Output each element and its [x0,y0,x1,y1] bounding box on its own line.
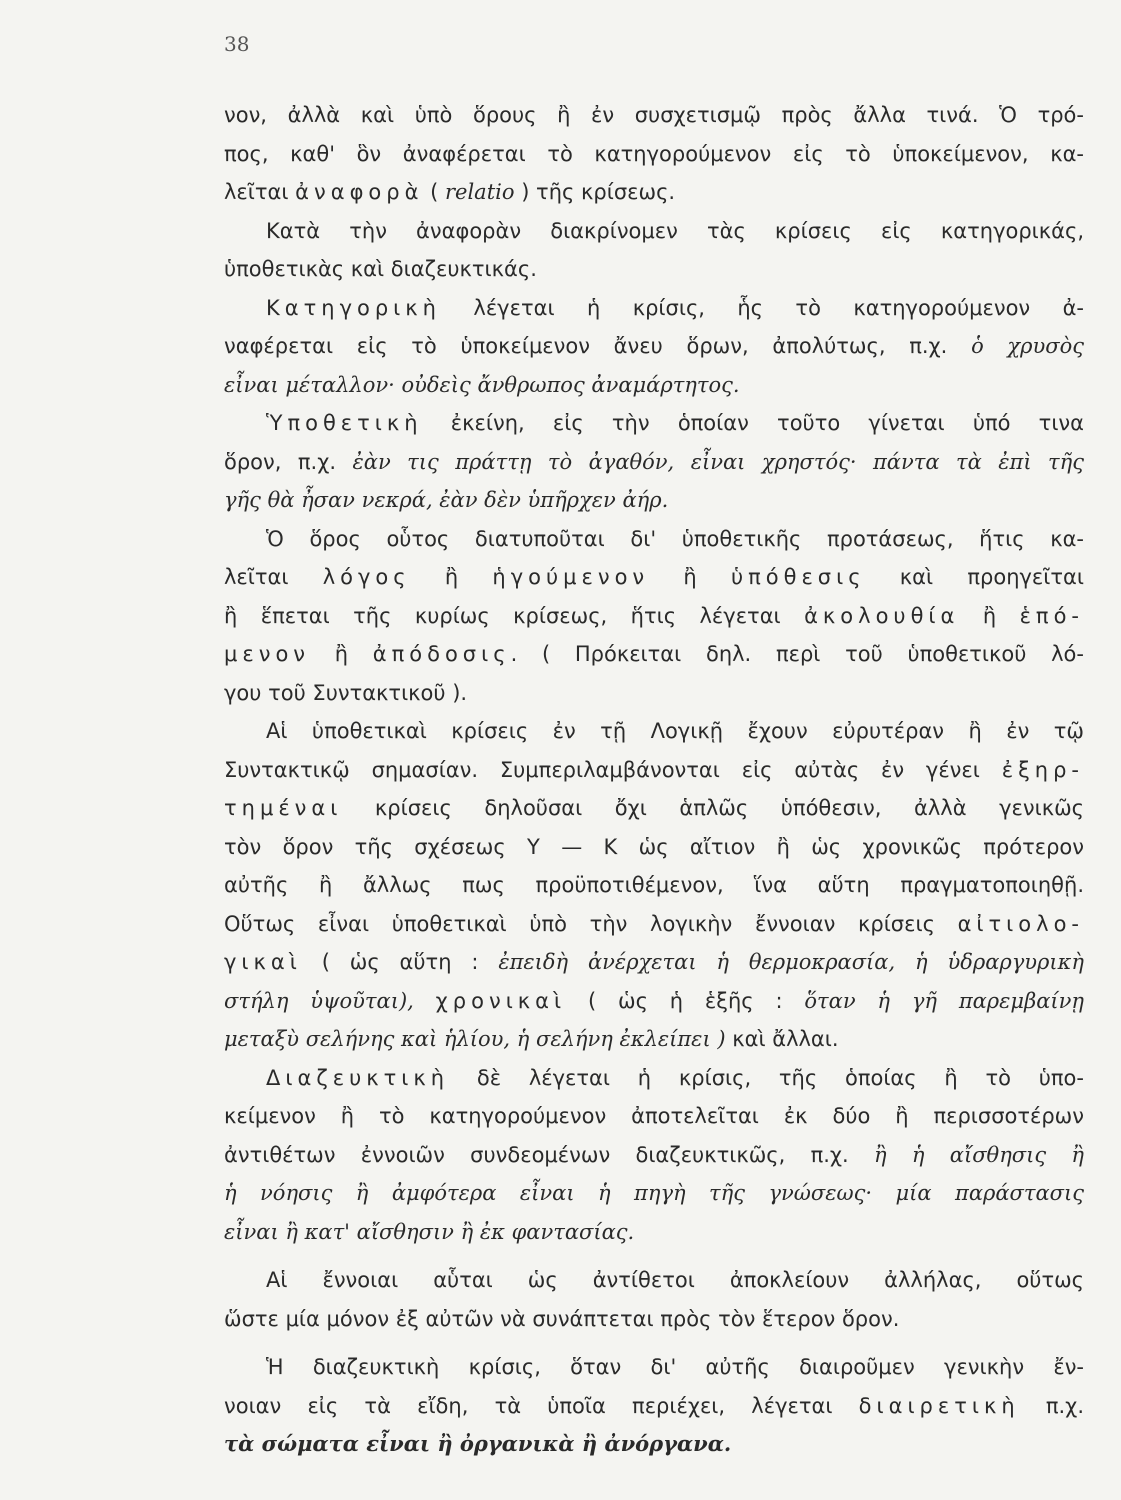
text-segment: ( [423,180,445,204]
text-segment: ὥστε μία μόνον ἐξ αὐτῶν νὰ συνάπτεται πρὸς τὸν ἕτερον ὅρον. [224,1306,900,1331]
text-line [224,789,1084,828]
text-segment: ἢ [310,642,373,666]
text-segment: π.χ. [1019,1393,1084,1418]
text-line [224,943,1084,982]
text-segment: αὐτῆς ἢ ἄλλως πως προϋποτιθέμενον, ἵνα αὕτη πραγματοποιηθῇ. [224,873,1084,897]
text-segment: Ἡ διαζευκτικὴ κρίσις, ὅταν δι' αὐτῆς διαιροῦμεν γενικὴν ἔν- [224,1355,1084,1379]
spaced-term: τημέναι [224,796,343,820]
text-line [224,866,1084,905]
spaced-term: ἀναφορὰ [295,180,424,204]
text-segment: . ( Πρόκειται δηλ. περὶ τοῦ ὑποθετικοῦ λό- [510,642,1084,666]
spaced-term: Κατηγορικὴ [266,295,441,320]
body-text [224,96,1084,1464]
text-line [224,1261,1084,1300]
text-segment: κείμενον ἢ τὸ κατηγορούμενον ἀποτελεῖται ἐκ δύο ἢ περισσοτέρων [224,1104,1084,1128]
spaced-term: γικαὶ [224,950,302,974]
text-line [224,212,1084,251]
text-segment [224,296,266,320]
text-line [224,1059,1084,1098]
spaced-term: αἰτιολο- [957,911,1084,936]
text-segment: Οὕτως εἶναι ὑποθετικαὶ ὑπὸ τὴν λογικὴν ἔννοιαν κρίσεις [224,911,958,936]
italic-example: εἶναι ἢ κατ' αἴσθησιν ἢ ἐκ φαντασίας. [224,1219,635,1244]
spaced-term: Διαζευκτικὴ [266,1065,450,1090]
text-line [224,1348,1084,1387]
text-segment: Αἱ ὑποθετικαὶ κρίσεις ἐν τῇ Λογικῇ ἔχουν εὐρυτέραν ἢ ἐν τῷ [224,719,1084,743]
text-line [224,558,1084,597]
text-segment [224,1066,266,1090]
text-line [224,751,1084,790]
text-segment: τὸν ὅρον τῆς σχέσεως Υ — Κ ὡς αἴτιον ἢ ὡς χρονικῶς πρότερον [224,834,1084,859]
text-line [224,1425,1084,1464]
text-segment: ὑποθετικὰς καὶ διαζευκτικάς. [224,257,537,281]
text-line [224,404,1084,443]
text-line [224,289,1084,328]
text-segment: ) τῆς κρίσεως. [514,180,676,204]
spaced-term: ἀπόδοσις [372,642,511,666]
italic-example: τὰ σώματα εἶναι ἢ ὀργανικὰ ἢ ἀνόργανα. [224,1431,732,1456]
text-line [224,905,1084,944]
text-line [224,1387,1084,1426]
text-line [224,828,1084,867]
text-line [224,1300,1084,1339]
text-line [224,250,1084,289]
italic-example: ἡ νόησις ἢ ἀμφότερα εἶναι ἡ πηγὴ τῆς γνώσεως· μία παράστασις [224,1181,1084,1205]
text-segment: γου τοῦ Συντακτικοῦ ). [224,680,468,705]
italic-example: ἢ ἡ αἴσθησις ἢ [874,1142,1084,1167]
text-line [224,1097,1084,1136]
text-segment: ἐκείνη, εἰς τὴν ὁποίαν τοῦτο γίνεται ὑπό τινα [422,411,1084,435]
text-segment: καὶ προηγεῖται [865,565,1084,589]
italic-example: ὅταν ἡ γῆ παρεμβαίνῃ [804,988,1084,1013]
text-segment: Κατὰ τὴν ἀναφορὰν διακρίνομεν τὰς κρίσεις εἰς κατηγορικάς, [224,218,1084,243]
text-segment: ἀντιθέτων ἐννοιῶν συνδεομένων διαζευκτικῶς, π.χ. [224,1142,875,1167]
spaced-term: ἐξηρ- [1001,757,1084,782]
italic-example: ὁ χρυσὸς [971,334,1084,358]
text-line [224,443,1084,482]
text-line [224,712,1084,751]
text-segment: δὲ λέγεται ἡ κρίσις, τῆς ὁποίας ἢ τὸ ὑπο- [449,1065,1084,1090]
text-segment: ἢ [410,565,493,589]
text-line [224,366,1084,405]
spaced-term: ἡγούμενον [492,565,650,589]
text-line [224,96,1084,135]
text-segment: Συντακτικῷ σημασίαν. Συμπεριλαμβάνονται εἰς αὐτὰς ἐν γένει [224,757,1002,782]
spaced-term: ἀκολουθία [804,603,960,628]
spaced-term: λόγος [322,565,411,589]
text-segment: ἢ ἕπεται τῆς κυρίως κρίσεως, ἥτις λέγεται [224,603,805,628]
text-segment: νον, ἀλλὰ καὶ ὑπὸ ὅρους ἢ ἐν συσχετισμῷ πρὸς ἄλλα τινά. Ὁ τρό- [224,103,1084,127]
text-segment: ὅρον, π.χ. [224,449,353,474]
italic-example: ἐὰν τις πράττῃ τὸ ἀγαθόν, εἶναι χρηστός· πάντα τὰ ἐπὶ τῆς [352,449,1084,474]
text-line [224,327,1084,366]
text-line [224,1174,1084,1213]
text-segment: ( ὡς ἡ ἑξῆς : [566,988,805,1013]
text-line [224,597,1084,636]
italic-example: ἐπειδὴ ἀνέρχεται ἡ θερμοκρασία, ἡ ὑδραργυρικὴ [498,950,1084,974]
text-segment: ἢ [959,603,1020,628]
text-segment: Ὁ ὅρος οὗτος διατυποῦται δι' ὑποθετικῆς προτάσεως, ἥτις κα- [224,526,1084,551]
text-segment: λεῖται [224,180,296,204]
text-line [224,674,1084,713]
text-segment: λέγεται ἡ κρίσις, ἧς τὸ κατηγορούμενον ἀ- [440,295,1084,320]
paragraph-gap [224,1251,1084,1261]
text-segment [224,411,266,435]
text-line [224,1136,1084,1175]
text-segment: κρίσεις δηλοῦσαι ὄχι ἁπλῶς ὑπόθεσιν, ἀλλὰ γενικῶς [342,796,1084,820]
italic-example: γῆς θὰ ἦσαν νεκρά, ἐὰν δὲν ὑπῆρχεν ἀήρ. [224,488,669,512]
text-line [224,135,1084,174]
italic-example: relatio [445,180,515,204]
text-line [224,982,1084,1021]
text-line [224,1213,1084,1252]
spaced-term: Ὑποθετικὴ [266,411,423,435]
text-line [224,1020,1084,1059]
text-segment: νοιαν εἰς τὰ εἴδη, τὰ ὑποῖα περιέχει, λέγεται [224,1393,859,1418]
spaced-term: ἑπό- [1019,603,1084,628]
paragraph-gap [224,1338,1084,1348]
spaced-term: ὑπόθεσις [730,565,866,589]
text-segment: καὶ ἄλλαι. [725,1027,839,1051]
text-line [224,173,1084,212]
text-segment: λεῖται [224,565,323,589]
italic-example: μεταξὺ σελήνης καὶ ἡλίου, ἡ σελήνη ἐκλείπει ) [224,1027,726,1051]
spaced-term: μενον [224,642,311,666]
text-segment: Αἱ ἔννοιαι αὗται ὡς ἀντίθετοι ἀποκλείουν ἀλλήλας, οὕτως [224,1268,1084,1292]
text-line [224,520,1084,559]
text-segment: πος, καθ' ὃν ἀναφέρεται τὸ κατηγορούμενον εἰς τὸ ὑποκείμενον, κα- [224,141,1084,166]
text-segment: ναφέρεται εἰς τὸ ὑποκείμενον ἄνευ ὅρων, ἀπολύτως, π.χ. [224,334,972,358]
italic-example: εἶναι μέταλλον· οὐδεὶς ἄνθρωπος ἀναμάρτητος. [224,372,740,397]
italic-example: στήλη ὑψοῦται), [224,988,436,1013]
text-segment: ( ὡς αὕτη : [301,950,499,974]
text-segment: ἢ [649,565,731,589]
text-line [224,635,1084,674]
spaced-term: χρονικαὶ [435,988,567,1013]
text-line [224,481,1084,520]
spaced-term: διαιρετικὴ [858,1393,1020,1418]
page-number: 38 [224,32,250,56]
